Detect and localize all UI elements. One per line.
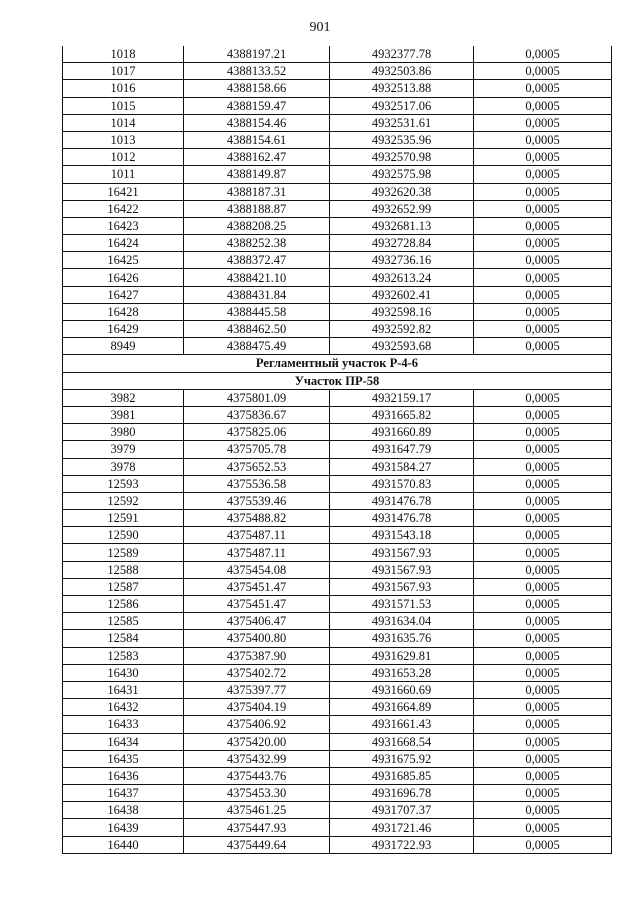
y-coordinate-cell: 4932593.68 <box>330 338 474 355</box>
x-coordinate-cell: 4375454.08 <box>184 561 330 578</box>
y-coordinate-cell: 4931584.27 <box>330 458 474 475</box>
table-row <box>63 303 612 320</box>
subsection-title-row <box>63 372 612 389</box>
y-coordinate-cell: 4931653.28 <box>330 664 474 681</box>
table-row <box>63 97 612 114</box>
y-coordinate-cell: 4932159.17 <box>330 389 474 406</box>
accuracy-cell: 0,0005 <box>474 80 612 97</box>
point-number-cell: 16430 <box>63 664 184 681</box>
table-row <box>63 217 612 234</box>
accuracy-cell: 0,0005 <box>474 303 612 320</box>
point-number-cell: 1012 <box>63 149 184 166</box>
accuracy-cell: 0,0005 <box>474 785 612 802</box>
y-coordinate-cell: 4932503.86 <box>330 63 474 80</box>
y-coordinate-cell: 4931635.76 <box>330 630 474 647</box>
x-coordinate-cell: 4388159.47 <box>184 97 330 114</box>
y-coordinate-cell: 4931476.78 <box>330 492 474 509</box>
y-coordinate-cell: 4931567.93 <box>330 544 474 561</box>
y-coordinate-cell: 4931571.53 <box>330 596 474 613</box>
accuracy-cell: 0,0005 <box>474 733 612 750</box>
x-coordinate-cell: 4375404.19 <box>184 699 330 716</box>
x-coordinate-cell: 4375447.93 <box>184 819 330 836</box>
x-coordinate-cell: 4375705.78 <box>184 441 330 458</box>
table-row <box>63 183 612 200</box>
x-coordinate-cell: 4375451.47 <box>184 596 330 613</box>
table-row <box>63 131 612 148</box>
accuracy-cell: 0,0005 <box>474 492 612 509</box>
point-number-cell: 3980 <box>63 424 184 441</box>
y-coordinate-cell: 4932513.88 <box>330 80 474 97</box>
accuracy-cell: 0,0005 <box>474 441 612 458</box>
y-coordinate-cell: 4931567.93 <box>330 578 474 595</box>
x-coordinate-cell: 4388372.47 <box>184 252 330 269</box>
table-row <box>63 836 612 853</box>
table-row <box>63 802 612 819</box>
accuracy-cell: 0,0005 <box>474 269 612 286</box>
x-coordinate-cell: 4388188.87 <box>184 200 330 217</box>
accuracy-cell: 0,0005 <box>474 527 612 544</box>
x-coordinate-cell: 4375461.25 <box>184 802 330 819</box>
accuracy-cell: 0,0005 <box>474 149 612 166</box>
table-row <box>63 613 612 630</box>
accuracy-cell: 0,0005 <box>474 458 612 475</box>
x-coordinate-cell: 4375387.90 <box>184 647 330 664</box>
x-coordinate-cell: 4375397.77 <box>184 681 330 698</box>
y-coordinate-cell: 4932728.84 <box>330 235 474 252</box>
point-number-cell: 3981 <box>63 406 184 423</box>
point-number-cell: 16439 <box>63 819 184 836</box>
point-number-cell: 12586 <box>63 596 184 613</box>
x-coordinate-cell: 4375536.58 <box>184 475 330 492</box>
table-row <box>63 527 612 544</box>
point-number-cell: 3978 <box>63 458 184 475</box>
page-number: 901 <box>309 20 331 35</box>
x-coordinate-cell: 4388431.84 <box>184 286 330 303</box>
x-coordinate-cell: 4375488.82 <box>184 510 330 527</box>
table-row <box>63 750 612 767</box>
x-coordinate-cell: 4388462.50 <box>184 321 330 338</box>
y-coordinate-cell: 4931665.82 <box>330 406 474 423</box>
point-number-cell: 16438 <box>63 802 184 819</box>
accuracy-cell: 0,0005 <box>474 475 612 492</box>
accuracy-cell: 0,0005 <box>474 681 612 698</box>
y-coordinate-cell: 4931660.89 <box>330 424 474 441</box>
accuracy-cell: 0,0005 <box>474 286 612 303</box>
table-row <box>63 338 612 355</box>
accuracy-cell: 0,0005 <box>474 819 612 836</box>
table-row <box>63 235 612 252</box>
point-number-cell: 12587 <box>63 578 184 595</box>
y-coordinate-cell: 4931647.79 <box>330 441 474 458</box>
x-coordinate-cell: 4375432.99 <box>184 750 330 767</box>
table-row <box>63 200 612 217</box>
y-coordinate-cell: 4932736.16 <box>330 252 474 269</box>
table-row <box>63 252 612 269</box>
y-coordinate-cell: 4931721.46 <box>330 819 474 836</box>
y-coordinate-cell: 4931675.92 <box>330 750 474 767</box>
point-number-cell: 12593 <box>63 475 184 492</box>
y-coordinate-cell: 4931696.78 <box>330 785 474 802</box>
point-number-cell: 16437 <box>63 785 184 802</box>
table-row <box>63 269 612 286</box>
accuracy-cell: 0,0005 <box>474 630 612 647</box>
y-coordinate-cell: 4932681.13 <box>330 217 474 234</box>
x-coordinate-cell: 4375652.53 <box>184 458 330 475</box>
table-row <box>63 458 612 475</box>
table-row <box>63 475 612 492</box>
section-title: Регламентный участок Р-4-6 <box>63 355 612 372</box>
point-number-cell: 12591 <box>63 510 184 527</box>
accuracy-cell: 0,0005 <box>474 183 612 200</box>
point-number-cell: 1014 <box>63 114 184 131</box>
accuracy-cell: 0,0005 <box>474 321 612 338</box>
x-coordinate-cell: 4388197.21 <box>184 46 330 63</box>
x-coordinate-cell: 4388208.25 <box>184 217 330 234</box>
accuracy-cell: 0,0005 <box>474 338 612 355</box>
table-row <box>63 80 612 97</box>
accuracy-cell: 0,0005 <box>474 578 612 595</box>
point-number-cell: 1017 <box>63 63 184 80</box>
table-row <box>63 114 612 131</box>
table-row <box>63 630 612 647</box>
x-coordinate-cell: 4375825.06 <box>184 424 330 441</box>
y-coordinate-cell: 4931629.81 <box>330 647 474 664</box>
table-row <box>63 389 612 406</box>
y-coordinate-cell: 4931707.37 <box>330 802 474 819</box>
point-number-cell: 16440 <box>63 836 184 853</box>
table-row <box>63 716 612 733</box>
point-number-cell: 12585 <box>63 613 184 630</box>
y-coordinate-cell: 4932592.82 <box>330 321 474 338</box>
point-number-cell: 16432 <box>63 699 184 716</box>
x-coordinate-cell: 4388187.31 <box>184 183 330 200</box>
table-row <box>63 767 612 784</box>
x-coordinate-cell: 4375420.00 <box>184 733 330 750</box>
table-row <box>63 596 612 613</box>
x-coordinate-cell: 4388252.38 <box>184 235 330 252</box>
table-row <box>63 406 612 423</box>
point-number-cell: 1015 <box>63 97 184 114</box>
accuracy-cell: 0,0005 <box>474 750 612 767</box>
accuracy-cell: 0,0005 <box>474 217 612 234</box>
table-row <box>63 321 612 338</box>
accuracy-cell: 0,0005 <box>474 114 612 131</box>
x-coordinate-cell: 4375400.80 <box>184 630 330 647</box>
accuracy-cell: 0,0005 <box>474 252 612 269</box>
point-number-cell: 1018 <box>63 46 184 63</box>
table-row <box>63 544 612 561</box>
x-coordinate-cell: 4388445.58 <box>184 303 330 320</box>
table-row <box>63 441 612 458</box>
y-coordinate-cell: 4931567.93 <box>330 561 474 578</box>
accuracy-cell: 0,0005 <box>474 406 612 423</box>
y-coordinate-cell: 4931668.54 <box>330 733 474 750</box>
accuracy-cell: 0,0005 <box>474 561 612 578</box>
y-coordinate-cell: 4931543.18 <box>330 527 474 544</box>
point-number-cell: 12592 <box>63 492 184 509</box>
table-row <box>63 424 612 441</box>
table-row <box>63 510 612 527</box>
x-coordinate-cell: 4388421.10 <box>184 269 330 286</box>
point-number-cell: 3979 <box>63 441 184 458</box>
accuracy-cell: 0,0005 <box>474 200 612 217</box>
table-row <box>63 63 612 80</box>
point-number-cell: 16431 <box>63 681 184 698</box>
y-coordinate-cell: 4932517.06 <box>330 97 474 114</box>
table-row <box>63 286 612 303</box>
table-row <box>63 492 612 509</box>
table-row <box>63 561 612 578</box>
accuracy-cell: 0,0005 <box>474 97 612 114</box>
accuracy-cell: 0,0005 <box>474 166 612 183</box>
accuracy-cell: 0,0005 <box>474 716 612 733</box>
x-coordinate-cell: 4375406.47 <box>184 613 330 630</box>
table-row <box>63 149 612 166</box>
point-number-cell: 16436 <box>63 767 184 784</box>
accuracy-cell: 0,0005 <box>474 596 612 613</box>
coordinates-table <box>62 46 612 854</box>
section-title-row <box>63 355 612 372</box>
point-number-cell: 16422 <box>63 200 184 217</box>
y-coordinate-cell: 4932652.99 <box>330 200 474 217</box>
accuracy-cell: 0,0005 <box>474 46 612 63</box>
point-number-cell: 16424 <box>63 235 184 252</box>
x-coordinate-cell: 4375443.76 <box>184 767 330 784</box>
y-coordinate-cell: 4931722.93 <box>330 836 474 853</box>
accuracy-cell: 0,0005 <box>474 510 612 527</box>
accuracy-cell: 0,0005 <box>474 767 612 784</box>
x-coordinate-cell: 4375406.92 <box>184 716 330 733</box>
y-coordinate-cell: 4931661.43 <box>330 716 474 733</box>
point-number-cell: 16426 <box>63 269 184 286</box>
y-coordinate-cell: 4931660.69 <box>330 681 474 698</box>
table-row <box>63 647 612 664</box>
y-coordinate-cell: 4932613.24 <box>330 269 474 286</box>
x-coordinate-cell: 4375487.11 <box>184 527 330 544</box>
x-coordinate-cell: 4388158.66 <box>184 80 330 97</box>
y-coordinate-cell: 4932602.41 <box>330 286 474 303</box>
table-row <box>63 166 612 183</box>
table-row <box>63 819 612 836</box>
x-coordinate-cell: 4375487.11 <box>184 544 330 561</box>
x-coordinate-cell: 4375801.09 <box>184 389 330 406</box>
point-number-cell: 8949 <box>63 338 184 355</box>
table-row <box>63 578 612 595</box>
y-coordinate-cell: 4932377.78 <box>330 46 474 63</box>
y-coordinate-cell: 4931476.78 <box>330 510 474 527</box>
table-row <box>63 733 612 750</box>
table-row <box>63 681 612 698</box>
point-number-cell: 12589 <box>63 544 184 561</box>
x-coordinate-cell: 4388149.87 <box>184 166 330 183</box>
y-coordinate-cell: 4932531.61 <box>330 114 474 131</box>
table-row <box>63 699 612 716</box>
accuracy-cell: 0,0005 <box>474 613 612 630</box>
x-coordinate-cell: 4375402.72 <box>184 664 330 681</box>
x-coordinate-cell: 4388475.49 <box>184 338 330 355</box>
subsection-title: Участок ПР-58 <box>63 372 612 389</box>
point-number-cell: 12583 <box>63 647 184 664</box>
table-row <box>63 785 612 802</box>
x-coordinate-cell: 4388162.47 <box>184 149 330 166</box>
x-coordinate-cell: 4375451.47 <box>184 578 330 595</box>
y-coordinate-cell: 4932575.98 <box>330 166 474 183</box>
accuracy-cell: 0,0005 <box>474 544 612 561</box>
x-coordinate-cell: 4388154.46 <box>184 114 330 131</box>
point-number-cell: 16423 <box>63 217 184 234</box>
accuracy-cell: 0,0005 <box>474 699 612 716</box>
point-number-cell: 16428 <box>63 303 184 320</box>
coordinates-table-body <box>63 46 612 853</box>
accuracy-cell: 0,0005 <box>474 235 612 252</box>
y-coordinate-cell: 4931634.04 <box>330 613 474 630</box>
x-coordinate-cell: 4375836.67 <box>184 406 330 423</box>
point-number-cell: 12588 <box>63 561 184 578</box>
table-row <box>63 46 612 63</box>
accuracy-cell: 0,0005 <box>474 802 612 819</box>
accuracy-cell: 0,0005 <box>474 836 612 853</box>
y-coordinate-cell: 4931570.83 <box>330 475 474 492</box>
point-number-cell: 12584 <box>63 630 184 647</box>
accuracy-cell: 0,0005 <box>474 63 612 80</box>
x-coordinate-cell: 4388133.52 <box>184 63 330 80</box>
accuracy-cell: 0,0005 <box>474 131 612 148</box>
table-row <box>63 664 612 681</box>
point-number-cell: 16427 <box>63 286 184 303</box>
x-coordinate-cell: 4375453.30 <box>184 785 330 802</box>
y-coordinate-cell: 4931685.85 <box>330 767 474 784</box>
accuracy-cell: 0,0005 <box>474 647 612 664</box>
accuracy-cell: 0,0005 <box>474 389 612 406</box>
point-number-cell: 3982 <box>63 389 184 406</box>
accuracy-cell: 0,0005 <box>474 664 612 681</box>
point-number-cell: 1011 <box>63 166 184 183</box>
point-number-cell: 1013 <box>63 131 184 148</box>
y-coordinate-cell: 4932570.98 <box>330 149 474 166</box>
y-coordinate-cell: 4931664.89 <box>330 699 474 716</box>
x-coordinate-cell: 4375539.46 <box>184 492 330 509</box>
point-number-cell: 16434 <box>63 733 184 750</box>
point-number-cell: 16425 <box>63 252 184 269</box>
x-coordinate-cell: 4375449.64 <box>184 836 330 853</box>
y-coordinate-cell: 4932620.38 <box>330 183 474 200</box>
y-coordinate-cell: 4932535.96 <box>330 131 474 148</box>
y-coordinate-cell: 4932598.16 <box>330 303 474 320</box>
point-number-cell: 1016 <box>63 80 184 97</box>
point-number-cell: 16429 <box>63 321 184 338</box>
x-coordinate-cell: 4388154.61 <box>184 131 330 148</box>
point-number-cell: 16421 <box>63 183 184 200</box>
point-number-cell: 16435 <box>63 750 184 767</box>
point-number-cell: 16433 <box>63 716 184 733</box>
accuracy-cell: 0,0005 <box>474 424 612 441</box>
point-number-cell: 12590 <box>63 527 184 544</box>
